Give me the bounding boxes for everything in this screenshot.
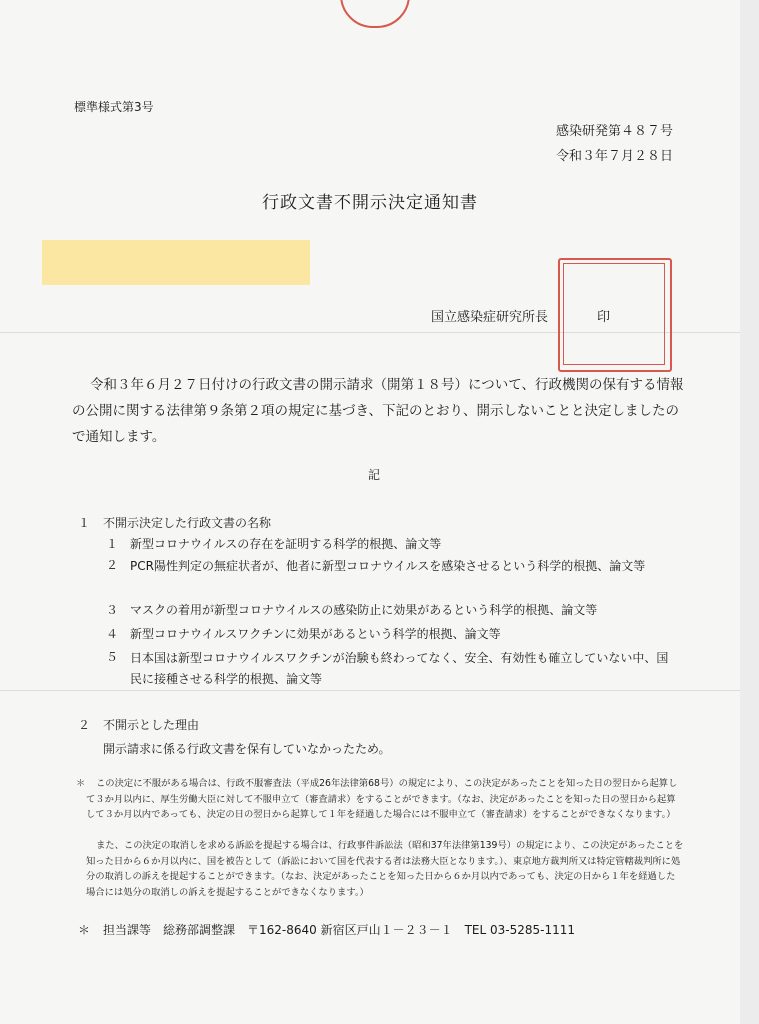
section1-number: １ <box>78 516 91 530</box>
page-edge <box>740 0 759 1024</box>
list-item-number: １ <box>106 537 119 551</box>
appeal-note: この決定に不服がある場合は、行政不服審査法（平成26年法律第68号）の規定により、この決定があったことを知った日の翌日から起算して３か月以内に、厚生労働大臣に対して不服申立て（審査請求）をすることができます。（なお、決定があったことを知った日の翌日から起算して３か月以内であっても、決定の日の翌日から起算して１年を経過した場合には不服申立て（審査請求）をすることができなくなります。） <box>86 778 678 820</box>
section2-reason: 開示請求に係る行政文書を保有していなかったため。 <box>103 742 391 756</box>
list-item-text: マスクの着用が新型コロナウイルスの感染防止に効果があるという科学的根拠、論文等 <box>130 603 598 617</box>
note-mark: ＊ <box>76 778 86 789</box>
section2-number: ２ <box>78 718 91 732</box>
list-item-text: PCR陽性判定の無症状者が、他者に新型コロナウイルスを感染させるという科学的根拠、論文等 <box>130 559 646 573</box>
list-item-text: 新型コロナウイルスの存在を証明する科学的根拠、論文等 <box>130 537 442 551</box>
seal-mark: 印 <box>597 310 611 325</box>
redacted-recipient <box>42 240 310 285</box>
ki-heading: 記 <box>368 468 381 482</box>
list-item-number: ５ <box>106 650 119 664</box>
section1-heading: 不開示決定した行政文書の名称 <box>103 516 272 530</box>
document-date: 令和３年７月２８日 <box>555 149 673 164</box>
official-seal-inner <box>563 263 665 365</box>
document-title: 行政文書不開示決定通知書 <box>262 193 478 213</box>
contact-mark: ＊ <box>78 923 91 937</box>
form-label: 標準様式第3号 <box>74 100 154 114</box>
list-item-text: 新型コロナウイルスワクチンに効果があるという科学的根拠、論文等 <box>130 627 501 641</box>
intro-paragraph: 令和３年６月２７日付けの行政文書の開示請求（開第１８号）について、行政機関の保有する情報の公開に関する法律第９条第２項の規定に基づき、下記のとおり、開示しないことと決定しましたので通知します。 <box>72 377 684 445</box>
section2-heading: 不開示とした理由 <box>103 718 200 732</box>
list-item-text: 日本国は新型コロナウイルスワクチンが治験も終わってなく、安全、有効性も確立していない中、国民に接種させる科学的根拠、論文等 <box>130 651 669 686</box>
list-item-number: ３ <box>106 603 119 617</box>
lawsuit-note: また、この決定の取消しを求める訴訟を提起する場合は、行政事件訴訟法（昭和37年法律第139号）の規定により、この決定があったことを知った日から６か月以内に、国を被告として（訴訟において国を代表する者は法務大臣となります。）、東京地方裁判所又は特定管轄裁判所に処分の取消しの訴えを提起することができます。（なお、決定があったことを知った日から６か月以内であっても、決定の日から１年を経過した場合には処分の取消しの訴えを提起することができなくなります。） <box>86 840 684 898</box>
list-item-number: ２ <box>106 558 119 572</box>
contact-info: 担当課等 総務部調整課 〒162-8640 新宿区戸山１－２３－１ TEL 03-5285-1111 <box>103 923 576 937</box>
issuer-name: 国立感染症研究所長 <box>431 310 549 325</box>
fold-line <box>0 690 740 691</box>
list-item-number: ４ <box>106 627 119 641</box>
document-number: 感染研発第４８７号 <box>555 124 673 139</box>
